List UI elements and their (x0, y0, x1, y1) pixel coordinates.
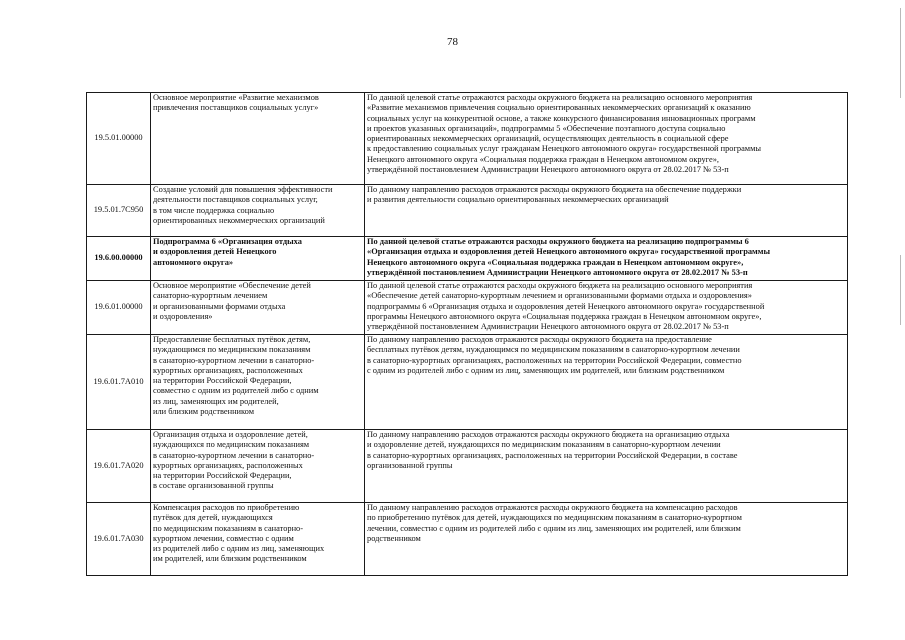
description-line: По данной целевой статье отражаются расходы окружного бюджета на реализацию основного мероприятия (367, 281, 753, 290)
description-line: По данному направлению расходов отражаются расходы окружного бюджета на предоставление (367, 335, 712, 344)
description-line: утверждённой постановлением Администрации Ненецкого автономного округа от 28.02.2017 № 53-п (367, 267, 748, 277)
name-line: Создание условий для повышения эффективности (153, 185, 333, 194)
name-line: и оздоровления» (153, 311, 213, 321)
target-article-name (151, 503, 365, 576)
name-line: из родителей либо с одним из лиц, заменяющих (153, 544, 325, 554)
target-article-name (151, 237, 365, 281)
description-line: Ненецкого автономного округа «Социальная поддержка граждан в Ненецком автономном округе», (367, 257, 744, 267)
table-row (87, 281, 848, 335)
description-line: и оздоровление детей, нуждающихся по медицинским показаниям в санаторно-курортном лечении (367, 440, 721, 450)
table-row (87, 503, 848, 576)
name-line: санаторно-курортным лечением (153, 291, 268, 301)
target-article-description (365, 503, 848, 576)
target-article-name (151, 430, 365, 503)
name-line: Основное мероприятие «Развитие механизмов (153, 93, 319, 102)
description-line: в санаторно-курортных организациях, расположенных на территории Российской Федерации, в составе (367, 450, 738, 460)
table-row (87, 237, 848, 281)
description-line: По данному направлению расходов отражаются расходы окружного бюджета на компенсацию расходов (367, 503, 738, 512)
description-line: социальных услуг на конкурентной основе, а также конкурсного финансирования инновационных программ (367, 113, 756, 123)
name-line: автономного округа» (153, 257, 234, 267)
target-article-description (365, 430, 848, 503)
target-article-name (151, 281, 365, 335)
scan-edge-mark (900, 8, 901, 98)
name-line: курортном лечении, совместно с одним (153, 533, 294, 543)
table-row (87, 185, 848, 237)
table-row (87, 335, 848, 430)
description-line: «Обеспечение детей санаторно-курортным лечением и организованными формами отдыха и оздоровления» (367, 291, 752, 301)
description-line: подпрограммы 6 «Организация отдыха и оздоровления детей Ненецкого автономного округа» государственной (367, 301, 765, 311)
description-line: родственником (367, 533, 421, 543)
description-line: «Организация отдыха и оздоровления детей Ненецкого автономного округа» государственной программы (367, 247, 770, 257)
target-article-description (365, 93, 848, 185)
table-row (87, 430, 848, 503)
target-article-code: 19.6.01.7А030 (87, 503, 151, 576)
name-line: нуждающимся по медицинским показаниям (153, 345, 311, 355)
target-article-code: 19.6.01.00000 (87, 281, 151, 335)
name-line: и оздоровления детей Ненецкого (153, 247, 277, 257)
target-article-name (151, 335, 365, 430)
budget-classification-table (86, 92, 848, 576)
page-number: 78 (447, 36, 458, 48)
name-line: на территории Российской Федерации, (153, 471, 292, 481)
name-line: им родителей, или близким родственником (153, 554, 307, 564)
name-line: курортных организациях, расположенных (153, 460, 303, 470)
description-line: По данной целевой статье отражаются расходы окружного бюджета на реализацию подпрограммы 6 (367, 237, 749, 246)
target-article-description (365, 185, 848, 237)
table-row (87, 93, 848, 185)
name-line: совместно с одним из родителей либо с одним (153, 386, 319, 396)
target-article-description (365, 281, 848, 335)
description-line: и проектов указанных организаций», подпрограммы 5 «Обеспечение поэтапного доступа социально (367, 123, 726, 133)
name-line: Организация отдыха и оздоровление детей, (153, 430, 308, 439)
description-line: с одним из родителей либо с одним из лиц, заменяющих им родителей, или близким родственником (367, 365, 725, 375)
description-line: «Развитие механизмов привлечения социально ориентированных некоммерческих организаций к оказанию (367, 103, 751, 113)
name-line: путёвок для детей, нуждающихся (153, 513, 273, 523)
description-line: По данному направлению расходов отражаются расходы окружного бюджета на организацию отдыха (367, 430, 730, 439)
target-article-description (365, 237, 848, 281)
name-line: ориентированных некоммерческих организаций (153, 215, 325, 225)
name-line: на территории Российской Федерации, (153, 376, 292, 386)
name-line: Компенсация расходов по приобретению (153, 503, 300, 512)
description-line: программы Ненецкого автономного округа «Социальная поддержка граждан в Ненецком автономном округе», (367, 311, 762, 321)
target-article-name (151, 185, 365, 237)
name-line: в том числе поддержка социально (153, 205, 275, 215)
name-line: в санаторно-курортном лечении в санаторно- (153, 450, 315, 460)
name-line: деятельности поставщиков социальных услуг, (153, 195, 318, 205)
target-article-code: 19.5.01.7С950 (87, 185, 151, 237)
description-line: в санаторно-курортных организациях, расположенных на территории Российской Федерации, совместно (367, 355, 742, 365)
description-line: к предоставлению социальных услуг гражданам Ненецкого автономного округа» государственной программы (367, 144, 762, 154)
target-article-code: 19.5.01.00000 (87, 93, 151, 185)
name-line: и организованными формами отдыха (153, 301, 286, 311)
target-article-name (151, 93, 365, 185)
description-line: утверждённой постановлением Администрации Ненецкого автономного округа от 28.02.2017 № 53-п (367, 165, 729, 175)
description-line: Ненецкого автономного округа «Социальная поддержка граждан в Ненецком автономном округе», (367, 154, 719, 164)
name-line: из лиц, заменяющих им родителей, (153, 396, 279, 406)
target-article-description (365, 335, 848, 430)
description-line: бесплатных путёвок детям, нуждающимся по медицинским показаниям в санаторно-курортном лечении (367, 345, 740, 355)
name-line: в санаторно-курортном лечении в санаторно- (153, 355, 315, 365)
description-line: утверждённой постановлением Администрации Ненецкого автономного округа от 28.02.2017 № 53-п (367, 322, 729, 332)
name-line: по медицинским показаниям в санаторно- (153, 523, 304, 533)
name-line: Предоставление бесплатных путёвок детям, (153, 335, 311, 344)
description-line: и развития деятельности социально ориентированных некоммерческих организаций (367, 195, 669, 205)
description-line: лечении, совместно с одним из родителей либо с одним из лиц, заменяющих им родителей, или близким (367, 523, 741, 533)
description-line: организованной группы (367, 460, 453, 470)
target-article-code: 19.6.00.00000 (87, 237, 151, 281)
name-line: нуждающихся по медицинским показаниям (153, 440, 310, 450)
description-line: по приобретению путёвок для детей, нуждающихся по медицинским показаниям в санаторно-курортном (367, 513, 742, 523)
scan-edge-mark (900, 255, 901, 325)
target-article-code: 19.6.01.7А020 (87, 430, 151, 503)
description-line: По данной целевой статье отражаются расходы окружного бюджета на реализацию основного мероприятия (367, 93, 753, 102)
name-line: Основное мероприятие «Обеспечение детей (153, 281, 311, 290)
name-line: в составе организованной группы (153, 481, 274, 491)
target-article-code: 19.6.01.7А010 (87, 335, 151, 430)
name-line: курортных организациях, расположенных (153, 365, 303, 375)
description-line: По данному направлению расходов отражаются расходы окружного бюджета на обеспечение поддержки (367, 185, 742, 194)
name-line: или близким родственником (153, 407, 255, 417)
description-line: ориентированных некоммерческих организаций, осуществляющих деятельность в социальной сфере (367, 134, 729, 144)
name-line: Подпрограмма 6 «Организация отдыха (153, 237, 302, 246)
name-line: привлечения поставщиков социальных услуг» (153, 103, 319, 113)
